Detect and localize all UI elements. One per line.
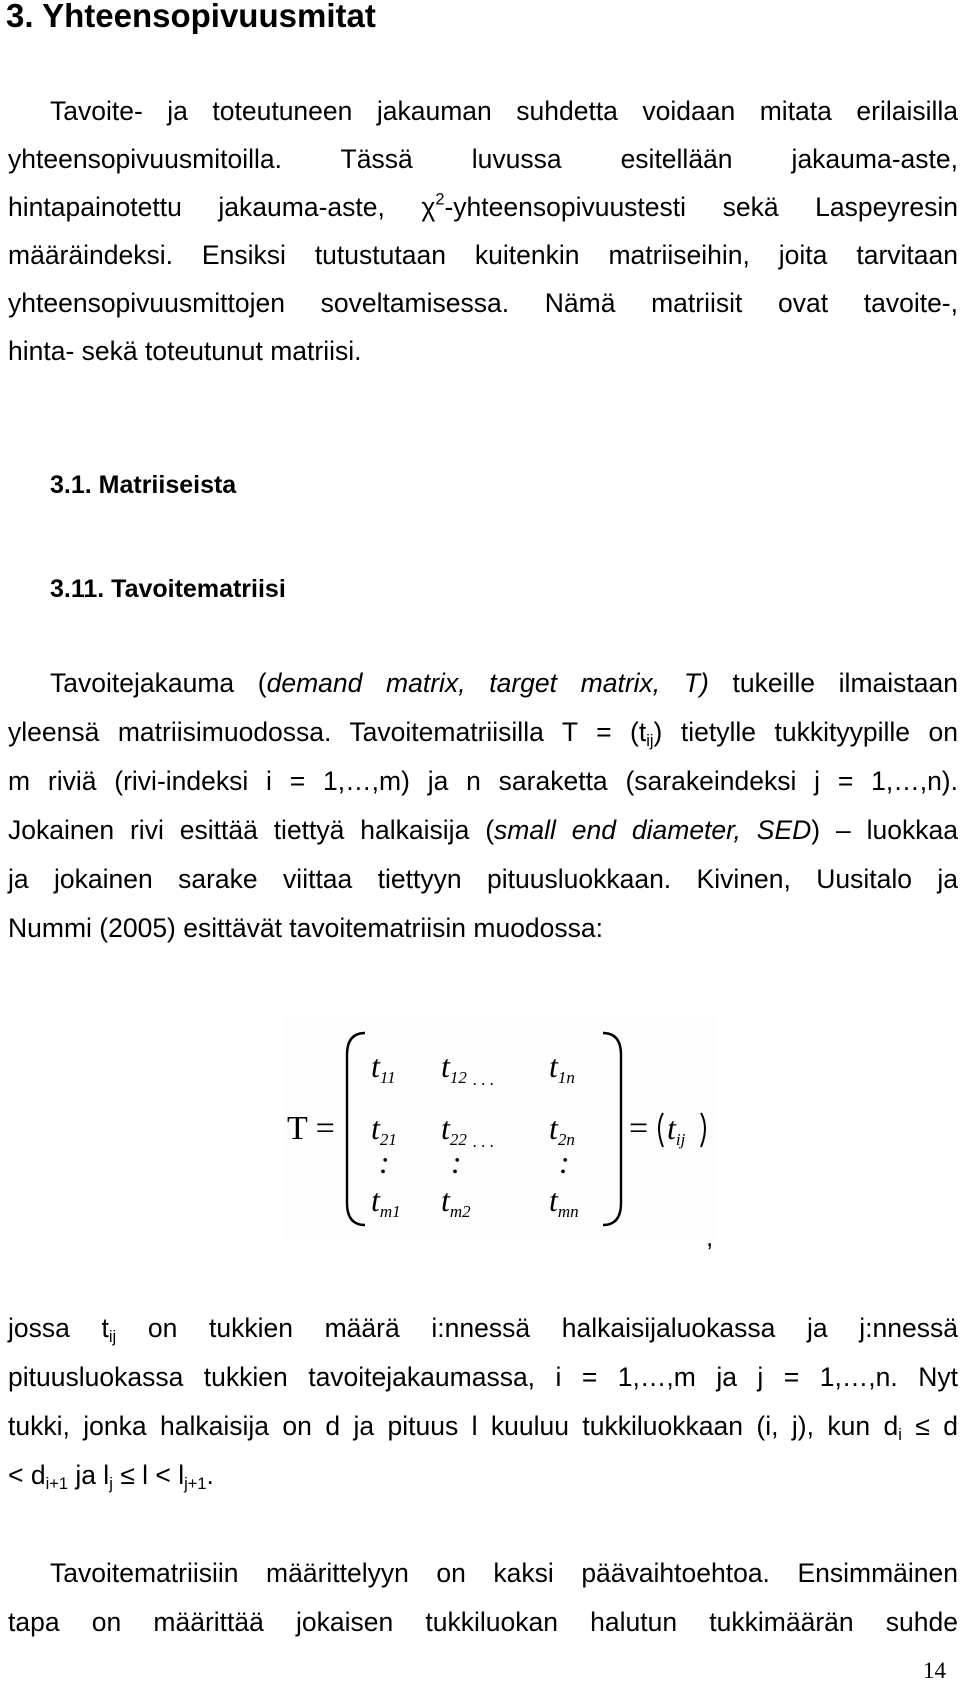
para2-line-1 [50,667,958,699]
rhs-left-paren [659,1113,663,1147]
intro-line-6: hinta- sekä toteutunut matriisi. [8,336,362,366]
para3-line-1-b: on tukkien määrä i:nnessä halkaisijaluokassa ja j:nnessä [116,1313,958,1343]
para3-line-4-c: ≤ l < l [112,1460,185,1490]
intro-line-1: Tavoite- ja toteutuneen jakauman suhdetta voidaan mitata erilaisilla [50,96,958,126]
para2-line-4-a: Jokainen rivi esittää tiettyä halkaisija ( [8,815,495,845]
para2-line-5: ja jokainen sarake viittaa tiettyyn pituusluokkaan. Kivinen, Uusitalo ja [8,864,958,894]
para2-line-2-a: yleensä matriisimuodossa. Tavoitematriisilla T = (t [8,717,647,747]
rhs-right-paren [701,1113,705,1147]
right-paren [603,1033,621,1225]
page-number: 14 [923,1658,946,1683]
matrix-trailing-comma: , [706,1222,714,1252]
matrix-entry-rmc1: tm1 [371,1182,401,1221]
matrix-entry-r1c2: t12 [441,1048,467,1087]
para3-line-4-b: ja l [67,1460,110,1490]
para3-line-1 [8,1312,958,1344]
para2-line-2 [8,716,958,748]
para2-line-1-b: tukeille ilmaistaan [708,668,958,698]
intro-line-3-a: hintapainotettu jakauma-aste, χ [8,192,436,222]
matrix-entry-r1cn: t1n [549,1048,575,1087]
matrix-entry-r2c2: t22 [441,1110,467,1149]
intro-line-5: yhteensopivuusmittojen soveltamisessa. Nämä matriisit ovat tavoite-, [8,288,958,318]
para3-line-4-sub3: j+1 [184,1474,207,1493]
para3-line-4 [8,1459,958,1491]
section-heading-3-11: 3.11. Tavoitematriisi [50,575,286,603]
matrix-vdots-cn: : [559,1144,570,1180]
para2-line-4-italic: small end diameter, SED [494,815,812,845]
intro-line-2: yhteensopivuusmitoilla. Tässä luvussa esitellään jakauma-aste, [8,144,958,174]
intro-line-3 [8,191,958,223]
para2-line-4 [8,814,958,846]
intro-line-4: määräindeksi. Ensiksi tutustutaan kuitenkin matriiseihin, joita tarvitaan [8,240,958,270]
para3-line-4-a: < d [8,1460,46,1490]
para3-line-3 [8,1410,958,1442]
para3-line-3-b: ≤ d [901,1411,958,1441]
left-paren [347,1033,365,1225]
para2-line-4-b: ) – luokkaa [811,815,958,845]
matrix-hdots-r2: . . . [473,1132,495,1151]
matrix-svg [285,1015,715,1240]
matrix-vdots-c2: : [451,1144,462,1180]
matrix-entry-rmcn: tmn [549,1182,579,1221]
matrix-entry-r2c1: t21 [371,1110,397,1149]
matrix-rhs-t: tij [667,1110,686,1149]
para3-line-1-a: jossa t [8,1313,109,1343]
para3-line-4-d: . [206,1460,214,1490]
para2-line-2-sub: ij [646,731,654,750]
chi-square-exponent: 2 [435,190,445,209]
matrix-entry-r2cn: t2n [549,1110,575,1149]
matrix-equation [285,1015,715,1240]
matrix-vdots-c1: : [379,1144,390,1180]
intro-line-3-b: -yhteensopivuustesti sekä Laspeyresin [444,192,958,222]
para3-line-4-sub2: j [109,1474,113,1493]
section-heading-3-1: 3.1. Matriiseista [50,471,237,499]
para2-line-6: Nummi (2005) esittävät tavoitematriisin muodossa: [8,913,604,943]
para3-line-4-sub1: i+1 [45,1474,68,1493]
chapter-heading: 3. Yhteensopivuusmitat [6,0,376,34]
para2-line-1-italic: demand matrix, target matrix, T) [266,668,709,698]
para3-line-1-sub: ij [108,1327,117,1346]
para2-line-2-b: ) tietylle tukkityypille on [653,717,958,747]
para3-line-3-a: tukki, jonka halkaisija on d ja pituus l kuuluu tukkiluokkaan (i, j), kun d [8,1411,899,1441]
para3-line-2: pituusluokassa tukkien tavoitejakaumassa, i = 1,…,m ja j = 1,…,n. Nyt [8,1362,958,1392]
matrix-rhs-equals: = [629,1110,649,1147]
para3-line-3-sub: i [898,1425,902,1444]
para2-line-3: m riviä (rivi-indeksi i = 1,…,m) ja n saraketta (sarakeindeksi j = 1,…,n). [8,766,958,796]
para4-line-2: tapa on määrittää jokaisen tukkiluokan halutun tukkimäärän suhde [8,1607,958,1637]
para4-line-1: Tavoitematriisiin määrittelyyn on kaksi päävaihtoehtoa. Ensimmäinen [50,1558,958,1588]
matrix-lhs: T = [287,1110,335,1147]
matrix-hdots-r1: . . . [473,1070,495,1089]
para2-line-1-a: Tavoitejakauma ( [50,668,267,698]
matrix-entry-rmc2: tm2 [441,1182,471,1221]
matrix-entry-r1c1: t11 [371,1048,396,1087]
